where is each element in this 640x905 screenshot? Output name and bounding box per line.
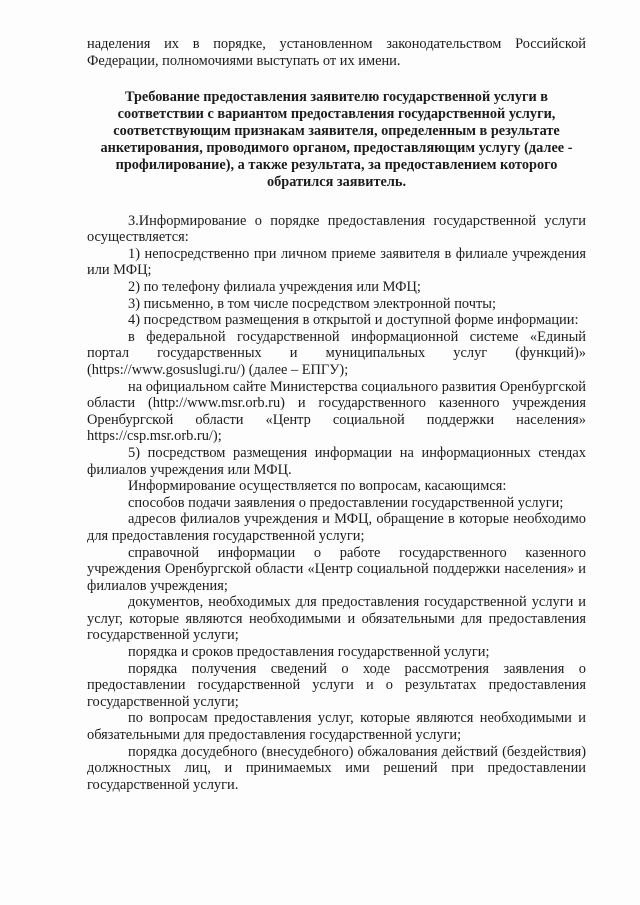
paragraph-item-4: 4) посредством размещения в открытой и доступной форме информации: [128, 312, 579, 329]
paragraph-item-3: 3) письменно, в том числе посредством электронной почты; [128, 295, 496, 312]
section-heading: Требование предоставления заявителю государственной услуги в соответствии с вариантом предоставления государственной услуги, соответствующим признакам заявителя, определенным в результате анкетирования, проводимого органом, предоставляющим услугу (далее - профилирование), а также результата, за предоставлением которого обратился заявитель. [100, 89, 573, 190]
paragraph-item-1: 1) непосредственно при личном приеме заявителя в филиале учреждения или МФЦ; [87, 245, 586, 279]
paragraph-informing-intro: 3.Информирование о порядке предоставления государственной услуги осуществляется: [87, 212, 586, 246]
paragraph-topic-appeal: порядка досудебного (внесудебного) обжалования действий (бездействия) должностных лиц, и принимаемых ими решений при предоставлении государственной услуги. [87, 743, 586, 793]
paragraph-topic-submission: способов подачи заявления о предоставлении государственной услуги; [128, 494, 564, 511]
paragraph-topic-reference: справочной информации о работе государственного казенного учреждения Оренбургской области «Центр социальной поддержки населения» и филиалов учреждения; [87, 544, 586, 594]
paragraph-topic-status: порядка получения сведений о ходе рассмотрения заявления о предоставлении государственной услуги и о результатах предоставления государственной услуги; [87, 660, 586, 710]
paragraph-topics-intro: Информирование осуществляется по вопросам, касающимся: [128, 478, 507, 495]
paragraph-ministry-site: на официальном сайте Министерства социального развития Оренбургской области (http://www.msr.orb.ru) и государственного казенного учреждения Оренбургской области «Центр социальной поддержки населения» https://csp.msr.orb.ru/); [87, 378, 586, 445]
paragraph-topic-necessary-services: по вопросам предоставления услуг, которые являются необходимыми и обязательными для предоставления государственной услуги; [87, 710, 586, 744]
intro-paragraph: наделения их в порядке, установленном законодательством Российской Федерации, полномочиями выступать от их имени. [87, 36, 586, 69]
paragraph-topic-documents: документов, необходимых для предоставления государственной услуги и услуг, которые являются необходимыми и обязательными для предоставления государственной услуги; [87, 594, 586, 644]
paragraph-topic-addresses: адресов филиалов учреждения и МФЦ, обращение в которые необходимо для предоставления государственной услуги; [87, 511, 586, 544]
document-body [87, 36, 586, 793]
paragraph-item-2: 2) по телефону филиала учреждения или МФЦ; [128, 279, 421, 295]
paragraph-topic-terms: порядка и сроков предоставления государственной услуги; [128, 644, 490, 661]
paragraph-item-5: 5) посредством размещения информации на информационных стендах филиалов учреждения или МФЦ. [87, 444, 586, 478]
paragraph-epgu: в федеральной государственной информационной системе «Единый портал государственных и муниципальных услуг (функций)» (https://www.gosuslugi.ru/) (далее – ЕПГУ); [87, 328, 586, 378]
